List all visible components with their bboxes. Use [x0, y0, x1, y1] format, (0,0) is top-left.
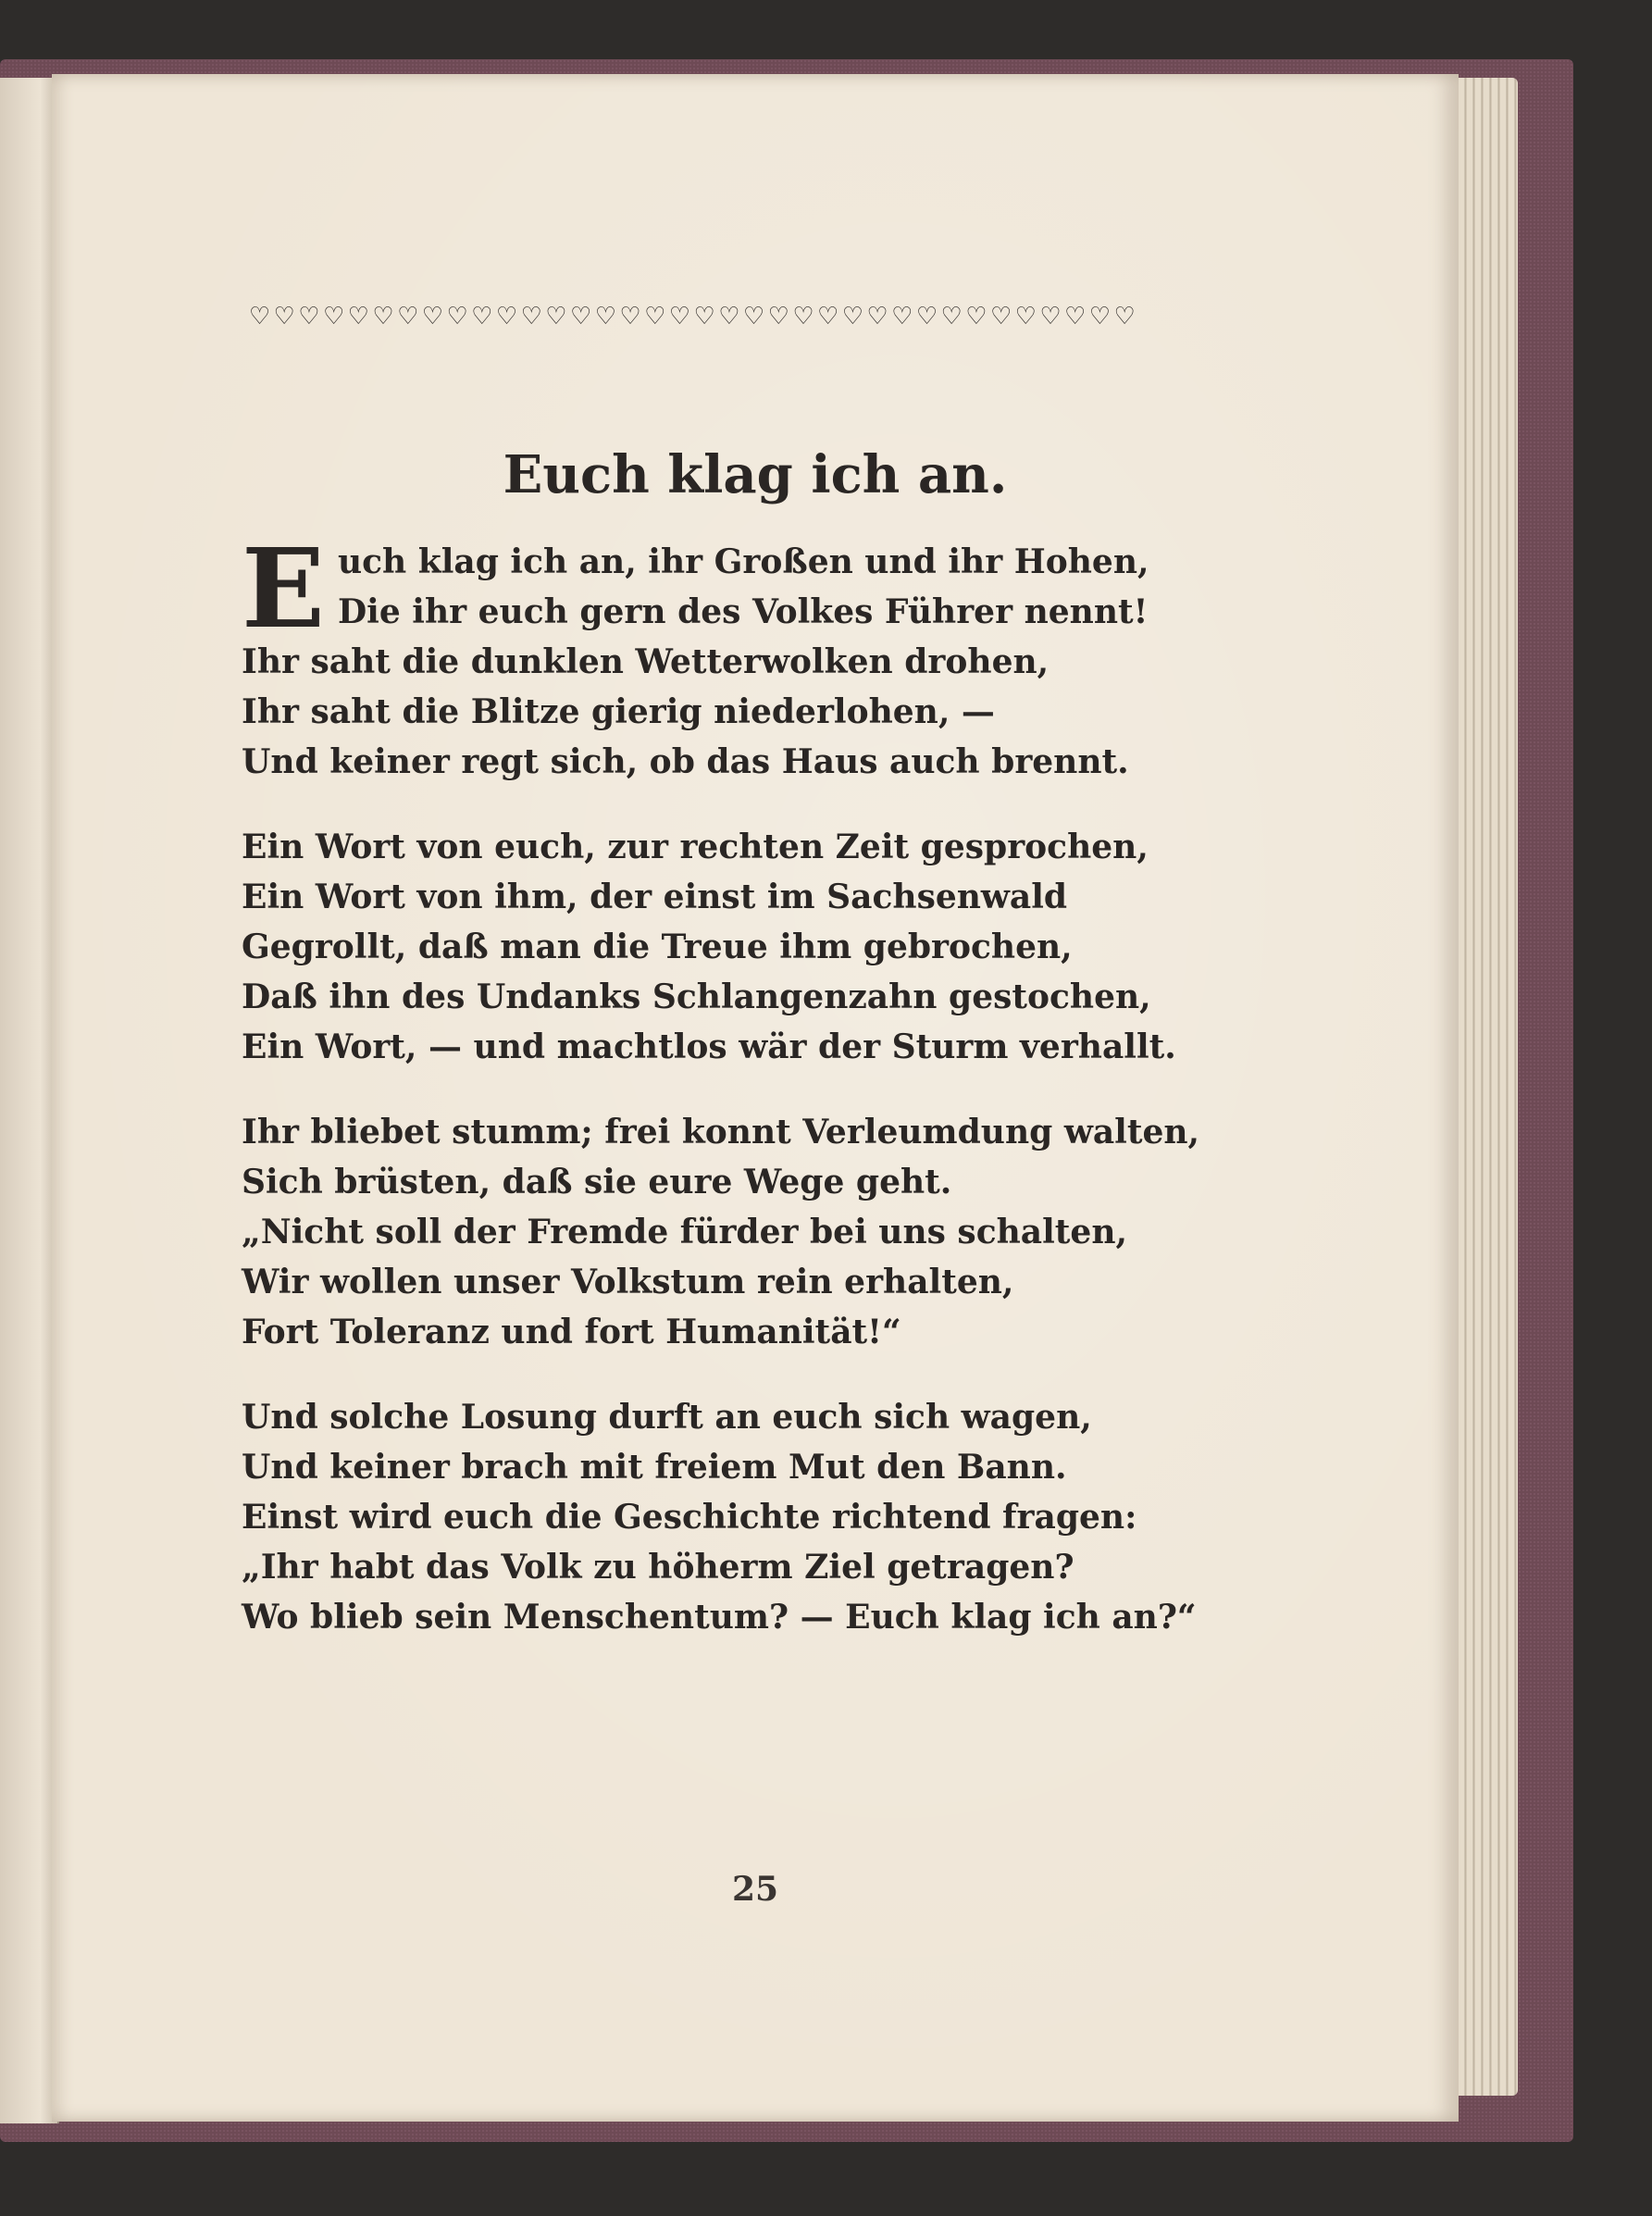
poem-line: Und keiner brach mit freiem Mut den Bann. — [242, 1448, 1067, 1487]
stanza-3 — [242, 1107, 1223, 1357]
heart-icon: ♡ — [693, 304, 715, 330]
heart-icon: ♡ — [718, 304, 740, 330]
heart-icon: ♡ — [619, 304, 641, 330]
heart-icon: ♡ — [965, 304, 987, 330]
heart-icon: ♡ — [545, 304, 567, 330]
heart-icon: ♡ — [322, 304, 345, 330]
heart-icon: ♡ — [347, 304, 369, 330]
poem-line: Einst wird euch die Geschichte richtend fragen: — [242, 1498, 1137, 1537]
heart-icon: ♡ — [915, 304, 938, 330]
stanza-4 — [242, 1392, 1223, 1642]
heart-icon: ♡ — [940, 304, 963, 330]
book-page — [52, 74, 1459, 2122]
poem-line: Ihr saht die dunklen Wetterwolken drohen, — [242, 642, 1050, 681]
heart-icon: ♡ — [298, 304, 320, 330]
heart-icon: ♡ — [742, 304, 765, 330]
heart-icon: ♡ — [1113, 304, 1136, 330]
heart-icon: ♡ — [668, 304, 691, 330]
poem-line: Ein Wort von euch, zur rechten Zeit gesprochen, — [242, 828, 1149, 866]
heart-icon: ♡ — [989, 304, 1012, 330]
heart-icon: ♡ — [520, 304, 542, 330]
heart-icon: ♡ — [1088, 304, 1112, 330]
heart-icon: ♡ — [397, 304, 419, 330]
stanza-1 — [242, 524, 1223, 787]
heart-icon: ♡ — [1064, 304, 1087, 330]
heart-icon: ♡ — [248, 304, 271, 330]
heart-icon: ♡ — [767, 304, 789, 330]
poem-title: Euch klag ich an. — [503, 444, 1008, 505]
heart-icon: ♡ — [273, 304, 295, 330]
heart-icon: ♡ — [817, 304, 839, 330]
poem-line: Fort Toleranz und fort Humanität!“ — [242, 1313, 901, 1351]
poem-line: Ein Wort von ihm, der einst im Sachsenwald — [242, 878, 1068, 916]
poem-line: Ihr saht die Blitze gierig niederlohen, — — [242, 692, 995, 731]
poem-line: uch klag ich an, ihr Großen und ihr Hohen, — [337, 542, 1149, 581]
heart-ornament-border — [248, 304, 1137, 330]
page-number: 25 — [731, 1870, 779, 1909]
poem-line: Daß ihn des Undanks Schlangenzahn gestochen, — [242, 977, 1151, 1016]
heart-icon: ♡ — [644, 304, 666, 330]
heart-icon: ♡ — [471, 304, 493, 330]
left-page-edge — [0, 78, 59, 2123]
poem-line: „Ihr habt das Volk zu höherm Ziel getragen? — [242, 1548, 1074, 1587]
poem-line: Und keiner regt sich, ob das Haus auch brennt. — [242, 742, 1129, 781]
poem-line: Ihr bliebet stumm; frei konnt Verleumdung walten, — [242, 1113, 1200, 1152]
heart-icon: ♡ — [866, 304, 888, 330]
poem-line: Die ihr euch gern des Volkes Führer nennt! — [337, 592, 1149, 631]
heart-icon: ♡ — [841, 304, 864, 330]
poem-line: Und solche Losung durft an euch sich wagen, — [242, 1398, 1092, 1437]
heart-icon: ♡ — [1039, 304, 1062, 330]
heart-icon: ♡ — [1014, 304, 1037, 330]
heart-icon: ♡ — [372, 304, 394, 330]
drop-cap: E — [242, 524, 325, 653]
poem-line: Wir wollen unser Volkstum rein erhalten, — [242, 1263, 1014, 1301]
heart-icon: ♡ — [446, 304, 468, 330]
heart-icon: ♡ — [891, 304, 913, 330]
poem-line: Gegrollt, daß man die Treue ihm gebrochen, — [242, 927, 1073, 966]
heart-icon: ♡ — [594, 304, 616, 330]
poem-line: „Nicht soll der Fremde fürder bei uns schalten, — [242, 1213, 1128, 1251]
heart-icon: ♡ — [569, 304, 592, 330]
poem-line: Sich brüsten, daß sie eure Wege geht. — [242, 1163, 952, 1201]
heart-icon: ♡ — [792, 304, 814, 330]
poem-line: Wo blieb sein Menschentum? — Euch klag ich an?“ — [242, 1598, 1197, 1637]
heart-icon: ♡ — [421, 304, 444, 330]
poem-body — [242, 524, 1223, 1677]
stanza-2 — [242, 822, 1223, 1072]
heart-icon: ♡ — [495, 304, 518, 330]
poem-line: Ein Wort, — und machtlos wär der Sturm verhallt. — [242, 1027, 1176, 1066]
